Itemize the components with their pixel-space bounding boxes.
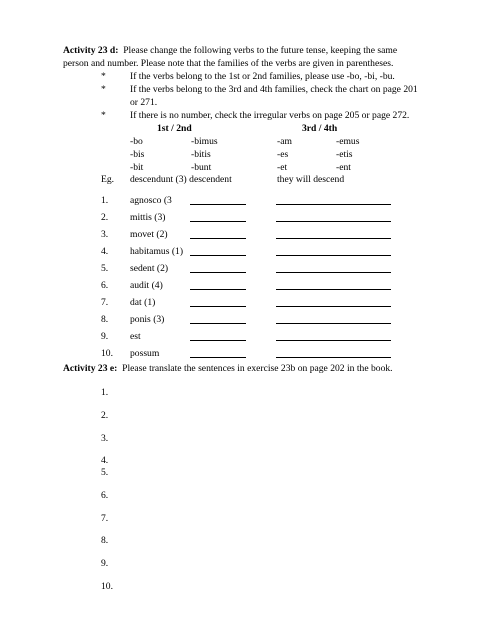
bullet-text: If the verbs belong to the 1st or 2nd families, please use -bo, -bi, -bu. xyxy=(130,71,395,82)
item-number: 5. xyxy=(101,263,109,274)
bullet-mark: * xyxy=(101,110,106,121)
answer-blank-english[interactable] xyxy=(276,272,391,273)
bullet-mark: * xyxy=(101,71,106,82)
example-label: Eg. xyxy=(101,174,115,185)
translation-number: 7. xyxy=(101,513,109,524)
answer-blank-latin[interactable] xyxy=(190,238,246,239)
activity-e-label: Activity 23 e: xyxy=(63,363,118,374)
chart-cell: -ent xyxy=(336,162,351,173)
item-verb: mittis (3) xyxy=(130,212,166,223)
activity-e-intro xyxy=(63,363,393,374)
translation-number: 9. xyxy=(101,558,109,569)
chart-cell: -etis xyxy=(336,149,353,160)
answer-blank-english[interactable] xyxy=(276,289,391,290)
item-verb: habitamus (1) xyxy=(130,246,184,257)
chart-cell: -bo xyxy=(130,136,143,147)
item-number: 1. xyxy=(101,195,109,206)
answer-blank-latin[interactable] xyxy=(190,340,246,341)
chart-cell: -am xyxy=(277,136,292,147)
translation-number: 2. xyxy=(101,410,109,421)
translation-number: 8. xyxy=(101,535,109,546)
answer-blank-latin[interactable] xyxy=(190,323,246,324)
item-verb: movet (2) xyxy=(130,229,168,240)
chart-heading-1st-2nd: 1st / 2nd xyxy=(157,123,192,134)
bullet-text: If there is no number, check the irregular verbs on page 205 or page 272. xyxy=(130,110,410,121)
bullet-text-continued: or 271. xyxy=(130,97,158,108)
item-verb: dat (1) xyxy=(130,297,156,308)
answer-blank-latin[interactable] xyxy=(190,204,246,205)
chart-cell: -et xyxy=(277,162,288,173)
item-number: 7. xyxy=(101,297,109,308)
item-verb: audit (4) xyxy=(130,280,163,291)
answer-blank-english[interactable] xyxy=(276,255,391,256)
item-number: 10. xyxy=(101,348,113,359)
activity-e-text: Please translate the sentences in exercise 23b on page 202 in the book. xyxy=(122,363,393,374)
translation-number: 3. xyxy=(101,433,109,444)
answer-blank-latin[interactable] xyxy=(190,357,246,358)
example-english: they will descend xyxy=(277,174,345,185)
answer-blank-latin[interactable] xyxy=(190,272,246,273)
chart-cell: -bimus xyxy=(191,136,218,147)
activity-d-label: Activity 23 d: xyxy=(63,45,119,56)
item-verb: est xyxy=(130,331,141,342)
chart-cell: -bis xyxy=(130,149,145,160)
answer-blank-english[interactable] xyxy=(276,221,391,222)
bullet-text: If the verbs belong to the 3rd and 4th families, check the chart on page 201 xyxy=(130,84,418,95)
item-number: 9. xyxy=(101,331,109,342)
chart-cell: -es xyxy=(277,149,289,160)
item-verb: possum xyxy=(130,348,160,359)
translation-number: 10. xyxy=(101,581,113,592)
bullet-mark: * xyxy=(101,84,106,95)
answer-blank-latin[interactable] xyxy=(190,306,246,307)
item-number: 4. xyxy=(101,246,109,257)
answer-blank-latin[interactable] xyxy=(190,289,246,290)
chart-heading-3rd-4th: 3rd / 4th xyxy=(302,123,338,134)
item-number: 3. xyxy=(101,229,109,240)
item-number: 6. xyxy=(101,280,109,291)
item-verb: ponis (3) xyxy=(130,314,165,325)
translation-number: 1. xyxy=(101,387,109,398)
example-latin: descendunt (3) descendent xyxy=(130,174,232,185)
item-verb: agnosco (3 xyxy=(130,195,172,206)
chart-cell: -bit xyxy=(130,162,144,173)
translation-number: 6. xyxy=(101,490,109,501)
answer-blank-english[interactable] xyxy=(276,204,391,205)
answer-blank-english[interactable] xyxy=(276,306,391,307)
answer-blank-english[interactable] xyxy=(276,238,391,239)
chart-cell: -emus xyxy=(336,136,360,147)
answer-blank-latin[interactable] xyxy=(190,255,246,256)
translation-number: 4. xyxy=(101,455,109,466)
item-number: 8. xyxy=(101,314,109,325)
chart-cell: -bunt xyxy=(191,162,212,173)
answer-blank-latin[interactable] xyxy=(190,221,246,222)
item-number: 2. xyxy=(101,212,109,223)
answer-blank-english[interactable] xyxy=(276,323,391,324)
activity-d-intro-line2: person and number. Please note that the families of the verbs are given in parentheses. xyxy=(63,58,394,69)
answer-blank-english[interactable] xyxy=(276,340,391,341)
chart-cell: -bitis xyxy=(191,149,211,160)
translation-number: 5. xyxy=(101,467,109,478)
activity-d-intro-line1 xyxy=(63,45,397,56)
activity-d-text1: Please change the following verbs to the future tense, keeping the same xyxy=(123,45,398,56)
answer-blank-english[interactable] xyxy=(276,357,391,358)
item-verb: sedent (2) xyxy=(130,263,169,274)
